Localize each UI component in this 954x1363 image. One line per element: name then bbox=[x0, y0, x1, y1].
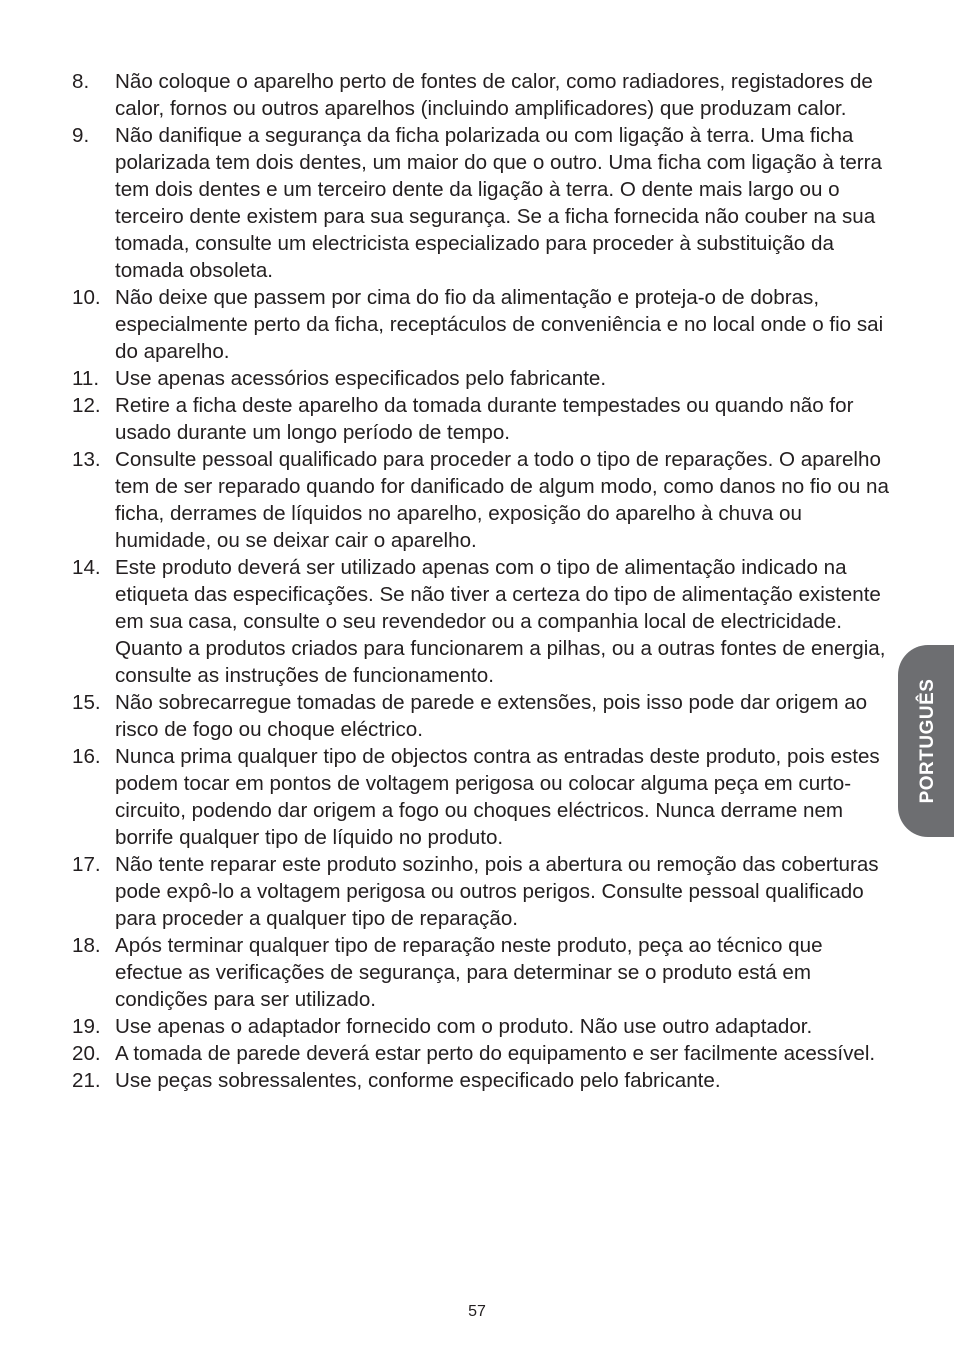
item-number: 18. bbox=[72, 934, 101, 957]
item-text: Não danifique a segurança da ficha polarizada ou com ligação à terra. Uma ficha polarizada tem dois dentes, um maior do que o outro. Uma ficha com ligação à terra tem dois dentes e um terceiro dente da ligação à terra. O dente mais largo ou o terceiro dente existem para sua segurança. Se a ficha fornecida não couber na sua tomada, consulte um electricista especializado para proceder à substituição da tomada obsoleta. bbox=[115, 124, 882, 282]
item-text: Não tente reparar este produto sozinho, pois a abertura ou remoção das coberturas pode expô-lo a voltagem perigosa ou outros perigos. Consulte pessoal qualificado para proceder a qualquer tipo de reparação. bbox=[115, 853, 879, 930]
item-text: Retire a ficha deste aparelho da tomada durante tempestades ou quando não for usado durante um longo período de tempo. bbox=[115, 394, 854, 444]
item-number: 9. bbox=[72, 124, 90, 147]
list-item bbox=[72, 689, 890, 743]
list-item bbox=[72, 68, 890, 122]
item-text: Este produto deverá ser utilizado apenas com o tipo de alimentação indicado na etiqueta das especificações. Se não tiver a certeza do tipo de alimentação existente em sua casa, consulte o seu revendedor ou a companhia local de electricidade. Quanto a produtos criados para funcionarem a pilhas, ou a outras fontes de energia, consulte as instruções de funcionamento. bbox=[115, 556, 886, 687]
list-item bbox=[72, 365, 890, 392]
list-item bbox=[72, 284, 890, 365]
page-number: 57 bbox=[468, 1303, 486, 1320]
list-item bbox=[72, 743, 890, 851]
safety-instructions-list bbox=[72, 68, 890, 1094]
item-number: 10. bbox=[72, 286, 101, 309]
item-text: Não coloque o aparelho perto de fontes de calor, como radiadores, registadores de calor, fornos ou outros aparelhos (incluindo amplificadores) que produzam calor. bbox=[115, 70, 873, 120]
list-item bbox=[72, 554, 890, 689]
list-item bbox=[72, 446, 890, 554]
item-text: Após terminar qualquer tipo de reparação neste produto, peça ao técnico que efectue as verificações de segurança, para determinar se o produto está em condições para ser utilizado. bbox=[115, 934, 823, 1011]
item-number: 14. bbox=[72, 556, 101, 579]
item-number: 13. bbox=[72, 448, 101, 471]
item-number: 21. bbox=[72, 1069, 101, 1092]
list-item bbox=[72, 392, 890, 446]
item-text: Use apenas o adaptador fornecido com o produto. Não use outro adaptador. bbox=[115, 1015, 813, 1038]
language-tab bbox=[898, 645, 954, 837]
item-text: Não sobrecarregue tomadas de parede e extensões, pois isso pode dar origem ao risco de fogo ou choque eléctrico. bbox=[115, 691, 868, 741]
list-item bbox=[72, 122, 890, 284]
list-item bbox=[72, 1040, 890, 1067]
language-tab-label: PORTUGUÊS bbox=[917, 678, 938, 804]
item-text: Consulte pessoal qualificado para proceder a todo o tipo de reparações. O aparelho tem de ser reparado quando for danificado de algum modo, como danos no fio ou na ficha, derrames de líquidos no aparelho, exposição do aparelho à chuva ou humidade, ou se deixar cair o aparelho. bbox=[115, 448, 889, 552]
item-text: Não deixe que passem por cima do fio da alimentação e proteja-o de dobras, especialmente perto da ficha, receptáculos de conveniência e no local onde o fio sai do aparelho. bbox=[115, 286, 884, 363]
list-item bbox=[72, 1013, 890, 1040]
item-number: 11. bbox=[72, 367, 100, 390]
item-number: 17. bbox=[72, 853, 101, 876]
item-number: 19. bbox=[72, 1015, 101, 1038]
item-text: A tomada de parede deverá estar perto do equipamento e ser facilmente acessível. bbox=[115, 1042, 876, 1065]
item-number: 12. bbox=[72, 394, 101, 417]
item-text: Use apenas acessórios especificados pelo fabricante. bbox=[115, 367, 607, 390]
item-number: 20. bbox=[72, 1042, 101, 1065]
item-number: 16. bbox=[72, 745, 101, 768]
item-text: Use peças sobressalentes, conforme especificado pelo fabricante. bbox=[115, 1069, 721, 1092]
item-text: Nunca prima qualquer tipo de objectos contra as entradas deste produto, pois estes podem tocar em pontos de voltagem perigosa ou colocar alguma peça em curto-circuito, podendo dar origem a fogo ou choques eléctricos. Nunca derrame nem borrife qualquer tipo de líquido no produto. bbox=[115, 745, 880, 849]
list-item bbox=[72, 1067, 890, 1094]
item-number: 8. bbox=[72, 70, 90, 93]
list-item bbox=[72, 851, 890, 932]
item-number: 15. bbox=[72, 691, 101, 714]
list-item bbox=[72, 932, 890, 1013]
